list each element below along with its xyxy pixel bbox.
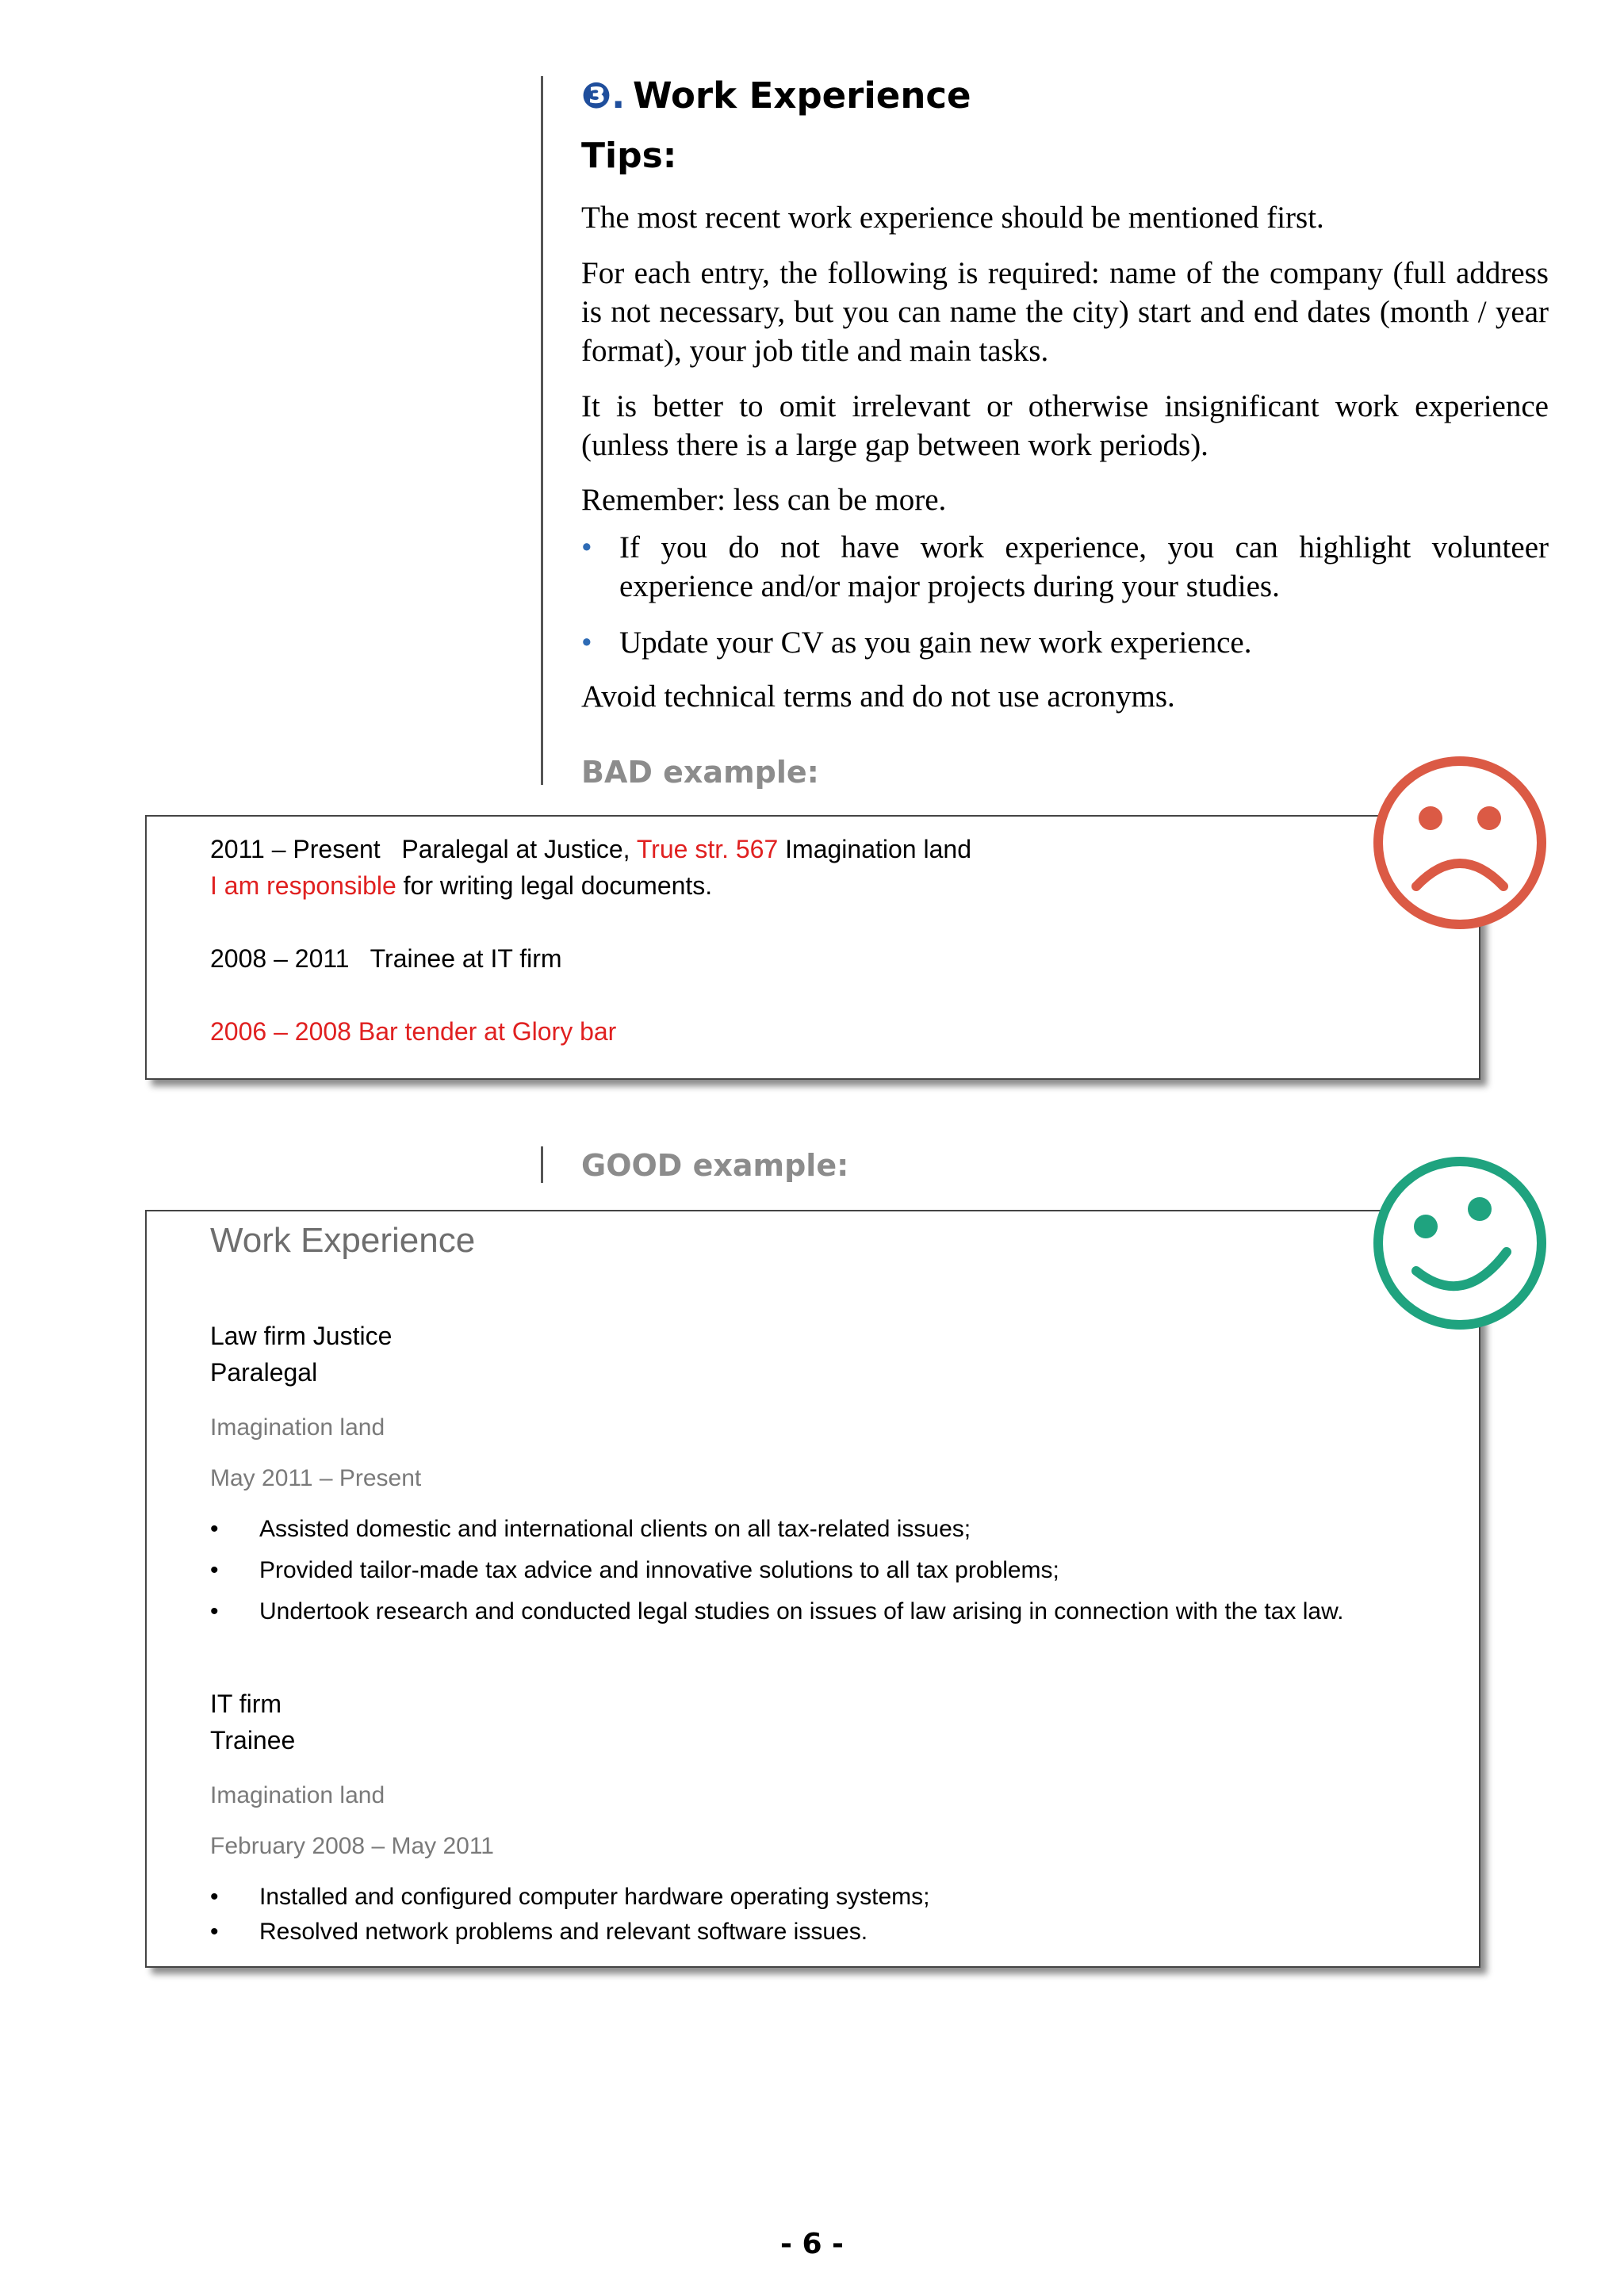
bullet-icon: • [210, 1557, 219, 1583]
job-role: Paralegal [210, 1358, 318, 1387]
job-location: Imagination land [210, 1782, 385, 1808]
tips-label [581, 136, 1549, 177]
page-number: - 6 - [780, 2228, 844, 2260]
sad-face-icon [1370, 753, 1549, 932]
tip-paragraph: It is better to omit irrelevant or otherwise insignificant work experience (unless there is a large gap between work periods). [581, 389, 1549, 462]
bad-line-1-red: True str. 567 [636, 835, 779, 863]
bad-line-2 [210, 867, 712, 904]
job-task-text: Resolved network problems and relevant software issues. [259, 1919, 868, 1945]
happy-face-icon [1370, 1154, 1549, 1333]
tip-bullet [581, 623, 1549, 662]
job-task-text: Installed and configured computer hardware operating systems; [259, 1884, 930, 1910]
bad-line-1-end: Imagination land [778, 835, 971, 863]
job-company: IT firm [210, 1689, 282, 1718]
bad-line-3: 2008 – 2011 Trainee at IT firm [210, 944, 562, 973]
job-task-text: Undertook research and conducted legal studies on issues of law arising in connection with the tax law. [259, 1598, 1344, 1624]
good-example-box [145, 1210, 1480, 1968]
cv-section-title: Work Experience [210, 1221, 476, 1260]
job-task-text: Assisted domestic and international clients on all tax-related issues; [259, 1516, 971, 1542]
tip-closing: Avoid technical terms and do not use acronyms. [581, 679, 1175, 714]
job-company: Law firm Justice [210, 1322, 393, 1350]
column-divider-short [541, 1146, 543, 1183]
section-number: ❸. [581, 75, 626, 117]
tip-paragraph: The most recent work experience should be mentioned first. [581, 201, 1324, 235]
tips-heading: Tips: [581, 136, 677, 176]
bad-line-2-end: for writing legal documents. [396, 871, 713, 900]
job-location: Imagination land [210, 1414, 385, 1441]
tip-paragraph: Remember: less can be more. [581, 483, 947, 517]
bad-example-box [145, 815, 1480, 1080]
section-heading [581, 76, 1549, 117]
job-dates: February 2008 – May 2011 [210, 1833, 494, 1859]
job-dates: May 2011 – Present [210, 1465, 422, 1491]
bullet-icon: • [581, 530, 592, 564]
bullet-icon: • [210, 1919, 219, 1945]
bad-example-label: BAD example: [581, 755, 819, 790]
tip-paragraph: For each entry, the following is required: name of the company (full address is not necessary, but you can name the city) start and end dates (month / year format), your job title and main tasks. [581, 256, 1549, 368]
bullet-icon: • [210, 1884, 219, 1910]
job-role: Trainee [210, 1726, 296, 1755]
bullet-icon: • [210, 1598, 219, 1624]
job-task-text: Provided tailor-made tax advice and innovative solutions to all tax problems; [259, 1557, 1059, 1583]
tip-bullet-text: If you do not have work experience, you can highlight volunteer experience and/or major projects during your studies. [619, 530, 1549, 603]
tip-bullet [581, 528, 1549, 606]
bad-line-1 [210, 831, 971, 867]
bad-line-4: 2006 – 2008 Bar tender at Glory bar [210, 1017, 617, 1046]
bullet-icon: • [210, 1516, 219, 1542]
bullet-icon: • [581, 626, 592, 660]
column-divider [541, 76, 543, 785]
section-title: Work Experience [632, 75, 971, 117]
good-example-label: GOOD example: [581, 1148, 849, 1183]
bad-line-2-red: I am responsible [210, 871, 396, 900]
tip-bullet-text: Update your CV as you gain new work experience. [619, 626, 1252, 660]
bad-line-1-text: 2011 – Present Paralegal at Justice, [210, 835, 637, 863]
